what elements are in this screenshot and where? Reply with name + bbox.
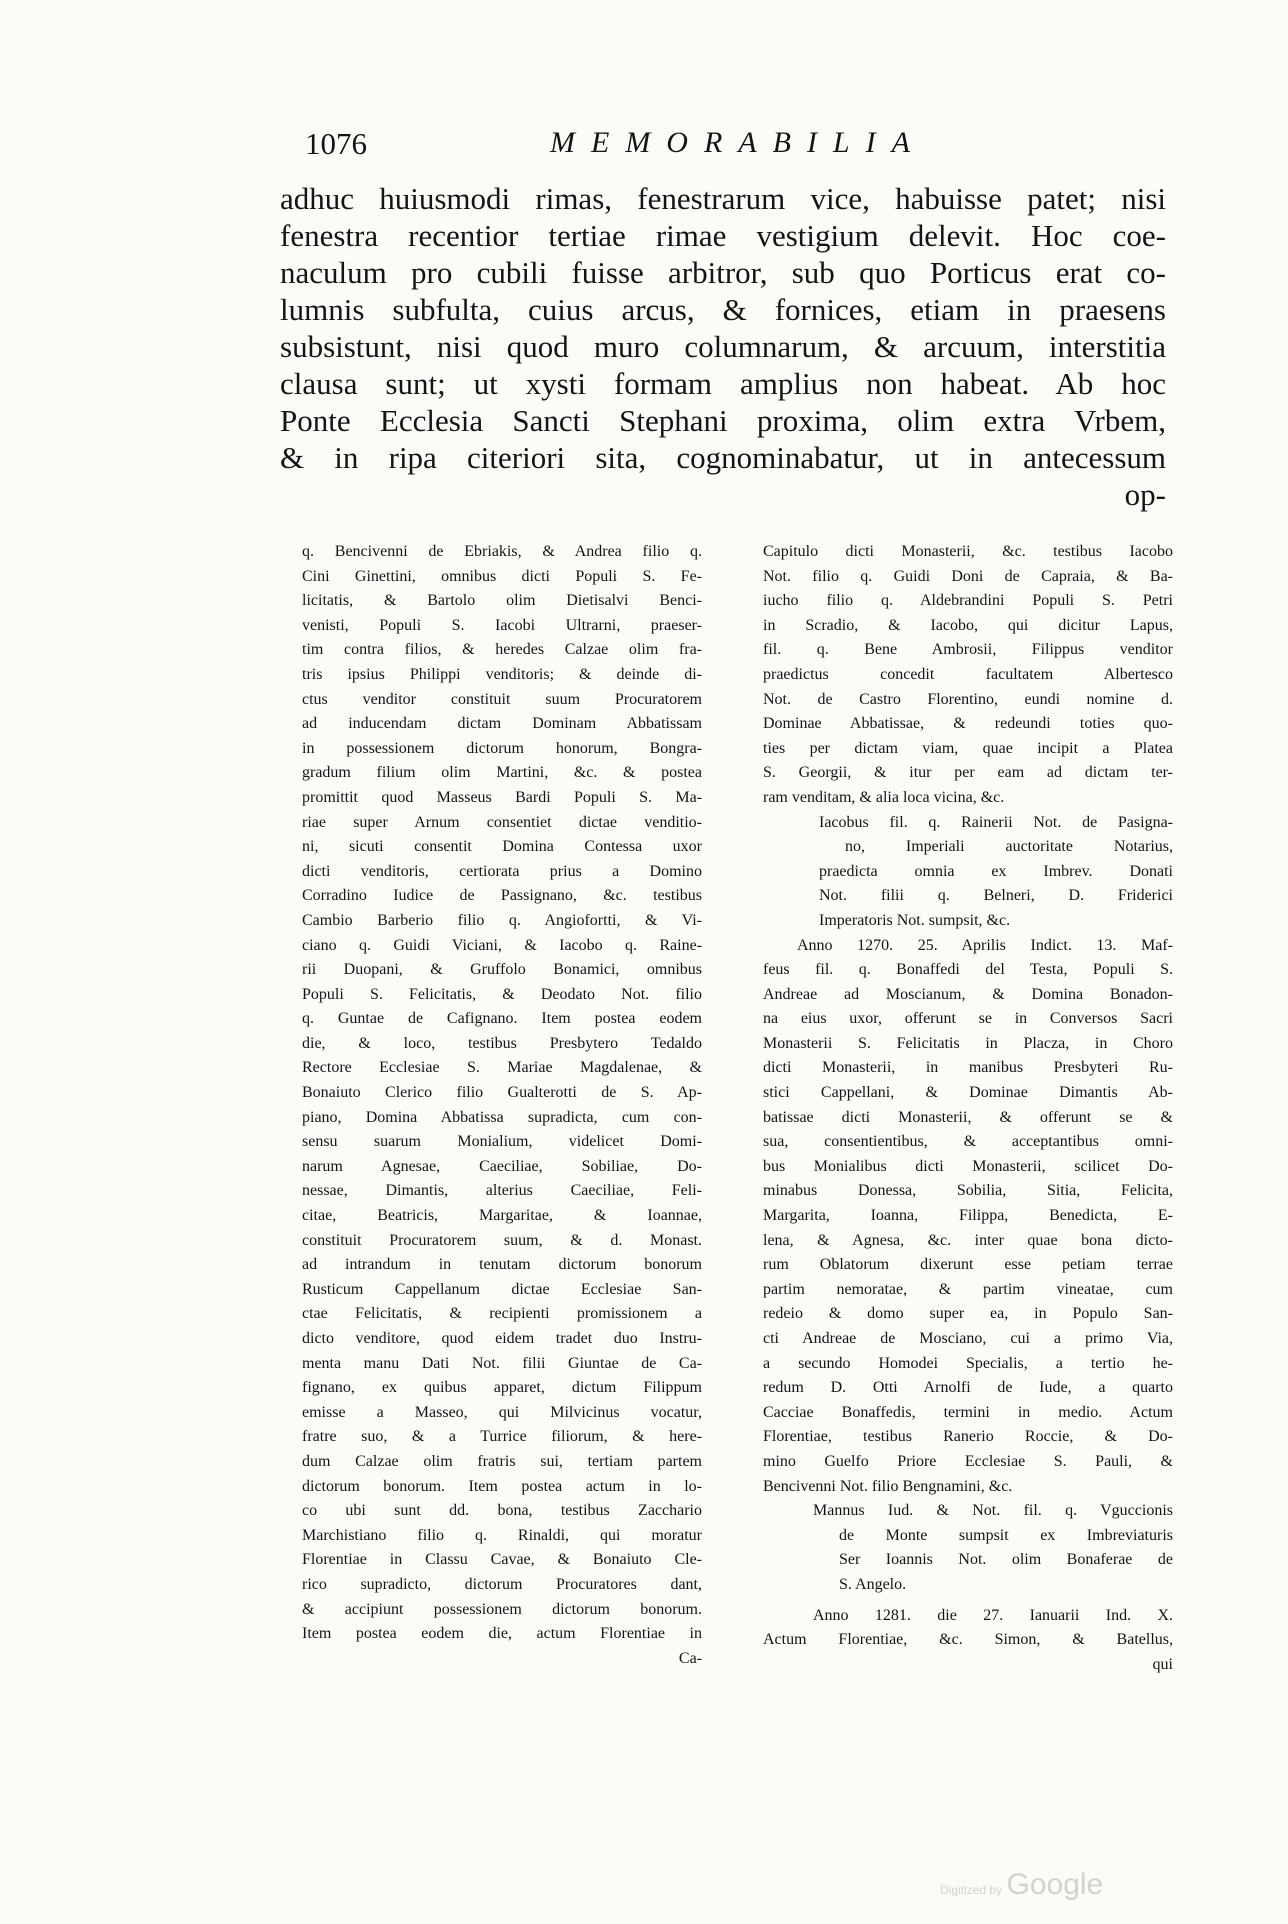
note-line: rum Oblatorum dixerunt esse petiam terrae [763, 1256, 1173, 1274]
note-line: Mannus Iud. & Not. fil. q. Vguccionis [813, 1502, 1173, 1520]
body-line: subsistunt, nisi quod muro columnarum, & arcuum, interstitia [280, 329, 1166, 364]
note-line: tris ipsius Philippi venditoris; & deinde di- [302, 665, 702, 683]
running-title: MEMORABILIA [550, 126, 926, 159]
note-line: no, Imperiali auctoritate Notarius, [845, 838, 1173, 856]
note-line: Bonaiuto Clerico filio Gualterotti de S. Ap- [302, 1084, 702, 1102]
note-line: sua, consentientibus, & acceptantibus omni- [763, 1133, 1173, 1151]
note-line: Marchistiano filio q. Rinaldi, qui moratur [302, 1526, 702, 1544]
note-line: Andreae ad Moscianum, & Domina Bonadon- [763, 985, 1173, 1003]
note-line: minabus Donessa, Sobilia, Sitia, Felicita, [763, 1182, 1173, 1200]
note-line: sensu suarum Monialium, videlicet Domi- [302, 1133, 702, 1151]
note-line: dicti venditoris, certiorata prius a Domino [302, 862, 702, 880]
note-line: lena, & Agnesa, &c. inter quae bona dicto- [763, 1231, 1173, 1249]
note-line: Cacciae Bonaffedis, termini in medio. Actum [763, 1403, 1173, 1421]
note-line: dicti Monasterii, in manibus Presbyteri Ru- [763, 1059, 1173, 1077]
note-line: dicto venditore, quod eidem tradet duo Instru- [302, 1330, 702, 1347]
body-line: Ponte Ecclesia Sancti Stephani proxima, olim extra Vrbem, [280, 403, 1166, 438]
note-line: Anno 1281. die 27. Ianuarii Ind. X. [813, 1606, 1173, 1624]
note-line: Capitulo dicti Monasterii, &c. testibus Iacobo [763, 543, 1173, 560]
note-line: ties per dictam viam, quae incipit a Platea [763, 739, 1173, 757]
note-line: Monasterii S. Felicitatis in Placza, in Choro [763, 1034, 1173, 1052]
note-line: fignano, ex quibus apparet, dictum Filippum [302, 1379, 702, 1397]
note-line: Margarita, Ioanna, Filippa, Benedicta, E- [763, 1207, 1173, 1225]
note-line: rii Duopani, & Gruffolo Bonamici, omnibus [302, 961, 702, 979]
body-line: adhuc huiusmodi rimas, fenestrarum vice, habuisse patet; nisi [280, 181, 1166, 216]
note-line: Rectore Ecclesiae S. Mariae Magdalenae, & [302, 1059, 702, 1077]
note-line: Bencivenni Not. filio Bengnamini, &c. [763, 1477, 1013, 1495]
note-line: die, & loco, testibus Presbytero Tedaldo [302, 1034, 702, 1052]
note-line: narum Agnesae, Caeciliae, Sobiliae, Do- [302, 1157, 702, 1175]
note-line: a secundo Homodei Specialis, a tertio he- [763, 1354, 1173, 1372]
note-line: dictorum bonorum. Item postea actum in lo- [302, 1477, 702, 1495]
note-line: q. Bencivenni de Ebriakis, & Andrea filio q. [302, 543, 702, 560]
catchword: op- [1124, 477, 1166, 512]
body-line: lumnis subfulta, cuius arcus, & fornices, etiam in praesens [280, 292, 1166, 327]
note-line: & accipiunt possessionem dictorum bonorum. [302, 1600, 702, 1618]
note-line: S. Georgii, & itur per eam ad dictam ter- [763, 764, 1173, 782]
page-header [305, 126, 925, 166]
note-line: ni, sicuti consentit Domina Contessa uxor [302, 838, 702, 856]
note-line: venisti, Populi S. Iacobi Ultrarni, praeser- [302, 616, 702, 634]
footnote-column-left [302, 540, 702, 1671]
note-line: feus fil. q. Bonaffedi del Testa, Populi S. [763, 961, 1173, 979]
note-line: Not. filio q. Guidi Doni de Capraia, & Ba- [763, 567, 1173, 585]
note-line: dum Calzae olim fratris sui, tertiam partem [302, 1452, 702, 1470]
note-line: co ubi sunt dd. bona, testibus Zacchario [302, 1502, 702, 1520]
note-line: redum D. Otti Arnolfi de Iude, a quarto [763, 1379, 1173, 1397]
note-line: Florentiae in Classu Cavae, & Bonaiuto Cle- [302, 1551, 702, 1569]
footnote-column-right [763, 540, 1173, 1677]
main-paragraph [280, 180, 1166, 513]
body-line: & in ripa citeriori sita, cognominabatur, ut in antecessum [280, 440, 1166, 475]
note-line: mino Guelfo Priore Ecclesiae S. Pauli, & [763, 1452, 1173, 1470]
note-line: praedicta omnia ex Imbrev. Donati [819, 862, 1173, 880]
note-line: Ser Ioannis Not. olim Bonaferae de [839, 1551, 1173, 1569]
note-line: Cambio Barberio filio q. Angiofortti, & Vi- [302, 911, 702, 929]
note-line: gradum filium olim Martini, &c. & postea [302, 764, 702, 782]
watermark-prefix: Digitized by [940, 1883, 1003, 1897]
note-line: ram venditam, & alia loca vicina, &c. [763, 788, 1005, 806]
note-line: Not. de Castro Florentino, eundi nomine d. [763, 690, 1173, 708]
body-line: naculum pro cubili fuisse arbitror, sub quo Porticus erat co- [280, 255, 1166, 290]
catchword: qui [1152, 1655, 1173, 1673]
catchword: Ca- [678, 1649, 702, 1667]
note-line: bus Monialibus dicti Monasterii, scilicet Do- [763, 1157, 1173, 1175]
note-line: menta manu Dati Not. filii Giuntae de Ca- [302, 1354, 702, 1372]
note-line: piano, Domina Abbatissa supradicta, cum con- [302, 1108, 702, 1126]
note-line: riae super Arnum consentiet dictae venditio- [302, 813, 702, 831]
note-line: ad intrandum in tenutam dictorum bonorum [302, 1256, 702, 1274]
note-line: constituit Procuratorem suum, & d. Monast. [302, 1231, 702, 1249]
note-line: Imperatoris Not. sumpsit, &c. [819, 911, 1011, 929]
note-line: de Monte sumpsit ex Imbreviaturis [839, 1526, 1173, 1544]
note-line: fratre suo, & a Turrice filiorum, & here- [302, 1428, 702, 1446]
note-line: tim contra filios, & heredes Calzae olim fra- [302, 641, 702, 659]
note-line: batissae dicti Monasterii, & offerunt se & [763, 1108, 1173, 1126]
note-line: Iacobus fil. q. Rainerii Not. de Pasigna- [819, 813, 1173, 831]
note-line: praedictus concedit facultatem Albertesco [763, 665, 1173, 683]
note-line: q. Guntae de Cafignano. Item postea eodem [302, 1010, 702, 1028]
note-line: ctae Felicitatis, & recipienti promissionem a [302, 1305, 702, 1323]
note-line: partim nemoratae, & partim vineatae, cum [763, 1280, 1173, 1298]
note-line: ctus venditor constituit suum Procuratorem [302, 690, 702, 708]
note-line: in Scradio, & Iacobo, qui dicitur Lapus, [763, 616, 1173, 634]
note-line: Anno 1270. 25. Aprilis Indict. 13. Maf- [797, 936, 1173, 954]
note-line: Florentiae, testibus Ranerio Roccie, & Do- [763, 1428, 1173, 1446]
note-line: promittit quod Masseus Bardi Populi S. Ma- [302, 788, 702, 806]
note-line: Corradino Iudice de Passignano, &c. testibus [302, 887, 702, 905]
note-line: Actum Florentiae, &c. Simon, & Batellus, [763, 1631, 1173, 1649]
note-line: emisse a Masseo, qui Milvicinus vocatur, [302, 1403, 702, 1421]
note-line: ad inducendam dictam Dominam Abbatissam [302, 715, 702, 733]
note-line: iucho filio q. Aldebrandini Populi S. Petri [763, 592, 1173, 610]
note-line: ciano q. Guidi Viciani, & Iacobo q. Raine- [302, 936, 702, 954]
digitization-watermark [940, 1868, 1103, 1902]
note-line: rico supradicto, dictorum Procuratores dant, [302, 1575, 702, 1593]
note-line: stici Cappellani, & Dominae Dimantis Ab- [763, 1084, 1173, 1102]
note-line: na eius uxor, offerunt se in Conversos Sacri [763, 1010, 1173, 1028]
note-line: redeio & domo super ea, in Populo San- [763, 1305, 1173, 1323]
note-line: Item postea eodem die, actum Florentiae in [302, 1625, 702, 1643]
note-line: fil. q. Bene Ambrosii, Filippus venditor [763, 641, 1173, 659]
note-line: licitatis, & Bartolo olim Dietisalvi Benci- [302, 592, 702, 610]
note-line: cti Andreae de Mosciano, cui a primo Via, [763, 1330, 1173, 1347]
note-line: nessae, Dimantis, alterius Caeciliae, Feli- [302, 1182, 702, 1200]
note-line: S. Angelo. [839, 1575, 907, 1593]
body-line: clausa sunt; ut xysti formam amplius non habeat. Ab hoc [280, 366, 1166, 401]
note-line: in possessionem dictorum honorum, Bongra- [302, 739, 702, 757]
note-line: Not. filii q. Belneri, D. Friderici [819, 887, 1173, 905]
page-number: 1076 [305, 126, 367, 161]
note-line: Dominae Abbatissae, & redeundi toties quo- [763, 715, 1173, 733]
note-line: citae, Beatricis, Margaritae, & Ioannae, [302, 1207, 702, 1225]
note-line: Rusticum Cappellanum dictae Ecclesiae San- [302, 1280, 702, 1298]
watermark-brand: Google [1006, 1868, 1104, 1901]
note-line: Cini Ginettini, omnibus dicti Populi S. Fe- [302, 567, 702, 585]
note-line: Populi S. Felicitatis, & Deodato Not. filio [302, 985, 702, 1003]
body-line: fenestra recentior tertiae rimae vestigium delevit. Hoc coe- [280, 218, 1166, 253]
